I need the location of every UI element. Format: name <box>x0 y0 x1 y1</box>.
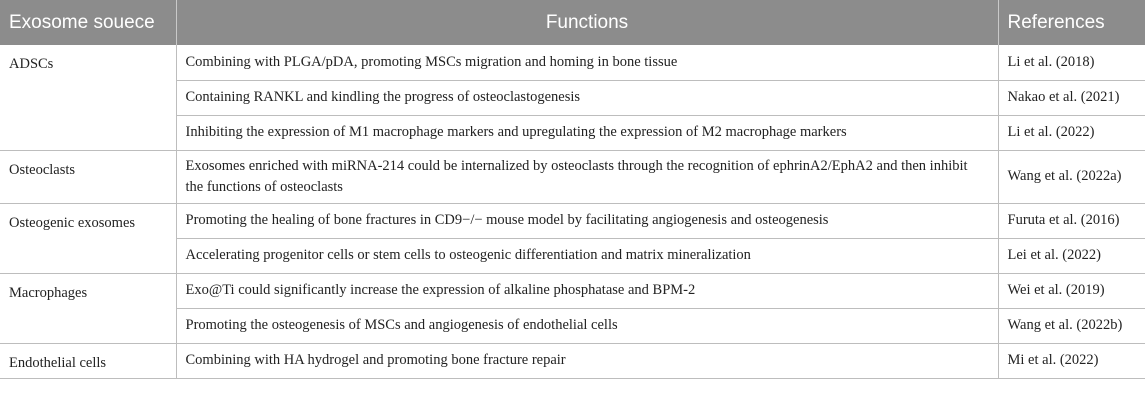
reference-cell: Wang et al. (2022b) <box>998 308 1145 343</box>
table-row <box>0 203 1145 238</box>
header-functions: Functions <box>176 0 998 45</box>
reference-cell: Mi et al. (2022) <box>998 343 1145 378</box>
table-row <box>0 273 1145 308</box>
table-row <box>0 343 1145 378</box>
reference-cell: Furuta et al. (2016) <box>998 203 1145 238</box>
source-cell: Macrophages <box>0 273 176 308</box>
table-row <box>0 150 1145 203</box>
function-cell: Inhibiting the expression of M1 macrophage markers and upregulating the expression of M2 macrophage markers <box>176 115 998 150</box>
function-cell: Containing RANKL and kindling the progress of osteoclastogenesis <box>176 80 998 115</box>
header-references: References <box>998 0 1145 45</box>
reference-cell: Nakao et al. (2021) <box>998 80 1145 115</box>
table-row <box>0 308 1145 343</box>
table-row <box>0 45 1145 80</box>
function-cell: Exo@Ti could significantly increase the expression of alkaline phosphatase and BPM-2 <box>176 273 998 308</box>
header-row <box>0 0 1145 45</box>
function-cell: Combining with PLGA/pDA, promoting MSCs migration and homing in bone tissue <box>176 45 998 80</box>
source-cell <box>0 308 176 343</box>
function-cell: Combining with HA hydrogel and promoting bone fracture repair <box>176 343 998 378</box>
reference-cell: Wang et al. (2022a) <box>998 150 1145 203</box>
source-cell: ADSCs <box>0 45 176 150</box>
function-cell: Promoting the healing of bone fractures in CD9−/− mouse model by facilitating angiogenesis and osteogenesis <box>176 203 998 238</box>
header-source: Exosome souece <box>0 0 176 45</box>
reference-cell: Li et al. (2022) <box>998 115 1145 150</box>
reference-cell: Wei et al. (2019) <box>998 273 1145 308</box>
source-cell: Osteogenic exosomes <box>0 203 176 273</box>
reference-cell: Li et al. (2018) <box>998 45 1145 80</box>
reference-cell: Lei et al. (2022) <box>998 238 1145 273</box>
function-cell: Promoting the osteogenesis of MSCs and angiogenesis of endothelial cells <box>176 308 998 343</box>
source-cell: Osteoclasts <box>0 150 176 203</box>
function-cell: Exosomes enriched with miRNA-214 could be internalized by osteoclasts through the recognition of ephrinA2/EphA2 and then inhibit the functions of osteoclasts <box>176 150 998 203</box>
function-cell: Accelerating progenitor cells or stem cells to osteogenic differentiation and matrix mineralization <box>176 238 998 273</box>
source-cell: Endothelial cells <box>0 343 176 378</box>
